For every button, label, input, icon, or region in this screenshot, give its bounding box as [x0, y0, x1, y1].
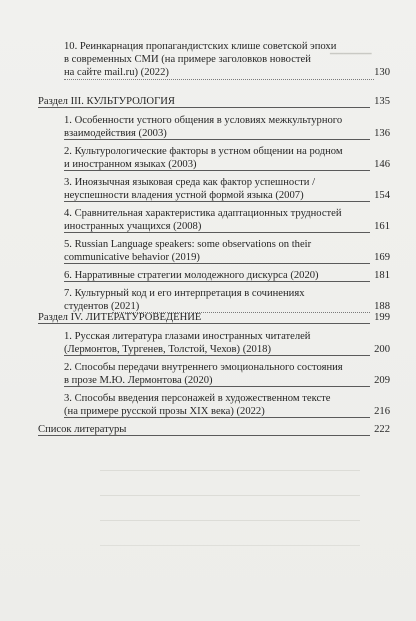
toc-entry-4-3[interactable] — [64, 392, 390, 419]
toc-section-title: Раздел III. КУЛЬТУРОЛОГИЯ — [38, 96, 175, 107]
toc-entry-text: 7. Культурный код и его интерпретация в сочинениях — [64, 288, 305, 299]
bleed-through-line — [100, 520, 360, 521]
bleed-through-line — [100, 545, 360, 546]
entry-rule — [64, 386, 370, 387]
entry-rule — [64, 355, 370, 356]
section-rule — [38, 323, 370, 324]
toc-entry-text: 3. Способы введения персонажей в художественном тексте — [64, 393, 331, 404]
toc-section-title: Раздел IV. ЛИТЕРАТУРОВЕДЕНИЕ — [38, 312, 202, 323]
entry-rule — [64, 263, 370, 264]
toc-entry-text: неуспешности владения устной формой языка (2007) — [64, 190, 304, 201]
toc-entry-text: communicative behavior (2019) — [64, 252, 200, 263]
leader-line — [64, 79, 374, 80]
toc-entry-text: (Лермонтов, Тургенев, Толстой, Чехов) (2018) — [64, 344, 271, 355]
toc-page-number: 188 — [374, 301, 390, 312]
toc-entry-text: 2. Культурологические факторы в устном общении на родном — [64, 146, 343, 157]
toc-entry-text: и иностранном языках (2003) — [64, 159, 197, 170]
toc-entry-text: 10. Реинкарнация пропагандистских клише советской эпохи — [64, 41, 337, 52]
toc-entry-text: на сайте mail.ru) (2022) — [64, 67, 169, 78]
toc-page-number: 199 — [374, 312, 390, 323]
toc-entry-3-1[interactable] — [64, 114, 390, 141]
bleed-through: ▁▁▁▁▁▁ — [330, 44, 372, 54]
toc-entry-text: (на примере русской прозы XIX века) (2022) — [64, 406, 265, 417]
toc-entry-text: 2. Способы передачи внутреннего эмоционального состояния — [64, 362, 343, 373]
toc-entry-3-7[interactable] — [64, 287, 390, 314]
toc-entry-text: взаимодействия (2003) — [64, 128, 167, 139]
toc-page-number: 209 — [374, 375, 390, 386]
bleed-through-line — [100, 495, 360, 496]
toc-entry-text: иностранных учащихся (2008) — [64, 221, 202, 232]
toc-entry-4-2[interactable] — [64, 361, 390, 388]
toc-entry-text: в современных СМИ (на примере заголовков новостей — [64, 54, 311, 65]
toc-page-number: 216 — [374, 406, 390, 417]
entry-rule — [64, 170, 370, 171]
toc-page-number: 169 — [374, 252, 390, 263]
toc-entry-10-reincarnation[interactable] — [64, 40, 390, 80]
toc-entry-text: 1. Особенности устного общения в условиях межкультурного — [64, 115, 343, 126]
toc-section-title: Список литературы — [38, 424, 127, 435]
toc-entry-3-2[interactable] — [64, 145, 390, 172]
toc-entry-3-5[interactable] — [64, 238, 390, 265]
section-rule — [38, 435, 370, 436]
toc-page-number: 130 — [374, 67, 390, 78]
entry-rule — [64, 139, 370, 140]
toc-entry-3-3[interactable] — [64, 176, 390, 203]
toc-page-number: 154 — [374, 190, 390, 201]
toc-page-number: 161 — [374, 221, 390, 232]
toc-entry-4-1[interactable] — [64, 330, 390, 357]
toc-page-number: 222 — [374, 424, 390, 435]
toc-entry-3-4[interactable] — [64, 207, 390, 234]
toc-page-number: 136 — [374, 128, 390, 139]
entry-rule — [64, 417, 370, 418]
toc-entry-text: 4. Сравнительная характеристика адаптационных трудностей — [64, 208, 342, 219]
entry-rule — [64, 281, 370, 282]
toc-entry-text: 3. Иноязычная языковая среда как фактор успешности / — [64, 177, 316, 188]
toc-entry-text: 6. Нарративные стратегии молодежного дискурса (2020) — [64, 270, 319, 281]
toc-entry-text: 5. Russian Language speakers: some observations on their — [64, 239, 312, 250]
toc-page-number: 146 — [374, 159, 390, 170]
entry-rule — [64, 201, 370, 202]
toc-page-number: 135 — [374, 96, 390, 107]
toc-entry-text: студентов (2021) — [64, 301, 140, 312]
toc-page-number: 200 — [374, 344, 390, 355]
toc-entry-text: 1. Русская литература глазами иностранных читателей — [64, 331, 311, 342]
entry-rule — [64, 232, 370, 233]
section-rule — [38, 107, 370, 108]
toc-page-number: 181 — [374, 270, 390, 281]
bleed-through-line — [100, 470, 360, 471]
toc-entry-text: в прозе М.Ю. Лермонтова (2020) — [64, 375, 213, 386]
